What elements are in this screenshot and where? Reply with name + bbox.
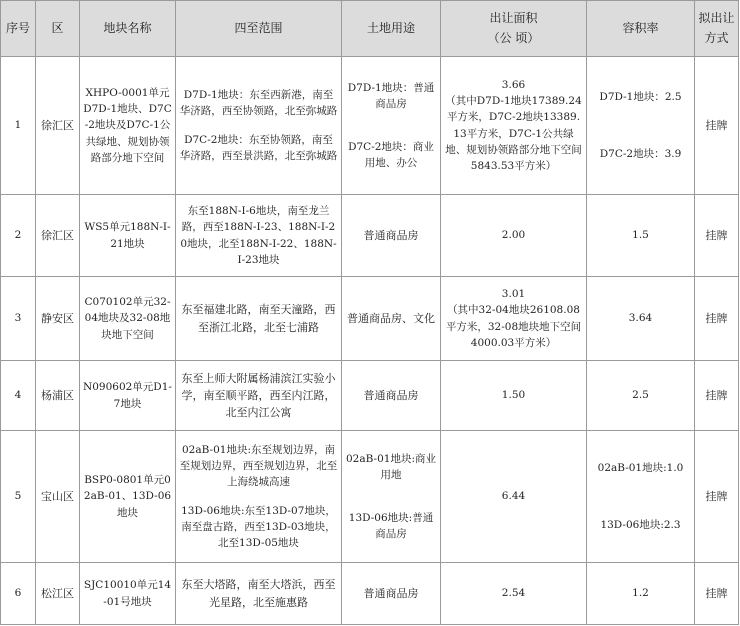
cell-area: 1.50: [441, 361, 587, 431]
cell-area: [441, 57, 587, 195]
boundaries-part-a: D7D-1地块：东至西新港，南至华济路，西至协领路，北至弥城路: [179, 88, 338, 118]
header-plot-name: 地块名称: [80, 1, 176, 57]
area-total: 3.66: [501, 78, 526, 91]
cell-land-use: 普通商品房、文化: [342, 277, 441, 361]
cell-land-use: [342, 57, 441, 195]
boundaries-part-b: D7C-2地块：东至协领路，南至华济路，西至景洪路，北至弥城路: [179, 133, 338, 162]
area-detail: （其中32-04地块26108.08平方米，32-08地块地下空间4000.03平方米）: [445, 304, 582, 349]
cell-method: 挂牌: [695, 361, 739, 431]
cell-boundaries: 东至大塔路，南至大塔浜，西至光星路，北至施惠路: [176, 563, 342, 625]
cell-method: 挂牌: [695, 431, 739, 563]
cell-method: 挂牌: [695, 195, 739, 277]
table-row: [1, 361, 739, 431]
table-row: [1, 431, 739, 563]
cell-land-use: 普通商品房: [342, 563, 441, 625]
cell-district: 徐汇区: [36, 195, 80, 277]
table-row: [1, 563, 739, 625]
cell-boundaries: [176, 431, 342, 563]
header-boundaries: 四至范围: [176, 1, 342, 57]
area-detail: （其中D7D-1地块17389.24平方米，D7C-2地块13389.13平方米，D7C-1公共绿地、规划协领路部分地下空间5843.53平方米）: [445, 94, 582, 173]
header-land-use: 土地用途: [342, 1, 441, 57]
land-use-part-b: D7C-2地块：商业用地、办公: [348, 140, 434, 169]
cell-land-use: 普通商品房: [342, 361, 441, 431]
cell-far: [587, 57, 695, 195]
cell-area: 2.54: [441, 563, 587, 625]
cell-seq: 3: [1, 277, 36, 361]
cell-district: 杨浦区: [36, 361, 80, 431]
header-area-title: 出让面积: [489, 11, 538, 26]
cell-method: 挂牌: [695, 57, 739, 195]
land-use-part-a: 02aB-01地块:商业用地: [346, 452, 436, 482]
area-total: 3.01: [501, 287, 526, 300]
cell-land-use: [342, 431, 441, 563]
land-use-part-a: D7D-1地块：普通商品房: [347, 81, 435, 111]
cell-boundaries: 东至188N-I-6地块，南至龙兰路，西至188N-I-23、188N-I-20地块，北至188N-I-22、188N-I-23地块: [176, 195, 342, 277]
header-row: [1, 1, 739, 57]
cell-plot-name: N090602单元D1-7地块: [80, 361, 176, 431]
land-use-part-b: 13D-06地块:普通商品房: [348, 511, 434, 540]
cell-far: 2.5: [587, 361, 695, 431]
cell-boundaries: [176, 57, 342, 195]
header-far: 容积率: [587, 1, 695, 57]
cell-seq: 2: [1, 195, 36, 277]
cell-plot-name: C070102单元32-04地块及32-08地块地下空间: [80, 277, 176, 361]
cell-far: 1.2: [587, 563, 695, 625]
cell-seq: 5: [1, 431, 36, 563]
far-part-b: 13D-06地块:2.3: [600, 518, 681, 531]
header-area-unit: （公 顷）: [487, 30, 540, 45]
cell-far: 1.5: [587, 195, 695, 277]
cell-seq: 4: [1, 361, 36, 431]
cell-seq: 6: [1, 563, 36, 625]
cell-district: 松江区: [36, 563, 80, 625]
header-area: [441, 1, 587, 57]
header-method: 拟出让方式: [695, 1, 739, 57]
cell-method: 挂牌: [695, 277, 739, 361]
header-seq: 序号: [1, 1, 36, 57]
cell-area: 2.00: [441, 195, 587, 277]
cell-far: [587, 431, 695, 563]
far-part-a: 02aB-01地块:1.0: [597, 462, 684, 475]
table-row: [1, 57, 739, 195]
cell-district: 静安区: [36, 277, 80, 361]
cell-area: 6.44: [441, 431, 587, 563]
cell-seq: 1: [1, 57, 36, 195]
table-row: [1, 195, 739, 277]
cell-land-use: 普通商品房: [342, 195, 441, 277]
table-row: [1, 277, 739, 361]
cell-district: 宝山区: [36, 431, 80, 563]
cell-plot-name: SJC10010单元14-01号地块: [80, 563, 176, 625]
cell-plot-name: XHPO-0001单元D7D-1地块、D7C-2地块及D7C-1公共绿地、规划协领路部分地下空间: [80, 57, 176, 195]
cell-method: 挂牌: [695, 563, 739, 625]
header-district: 区: [36, 1, 80, 57]
cell-area: [441, 277, 587, 361]
far-part-b: D7C-2地块：3.9: [599, 147, 682, 160]
cell-boundaries: 东至上师大附属杨浦滨江实验小学，南至顺平路，西至内江路，北至内江公寓: [176, 361, 342, 431]
cell-boundaries: 东至福建北路，南至天潼路，西至浙江北路，北至七浦路: [176, 277, 342, 361]
boundaries-part-a: 02aB-01地块:东至规划边界，南至规划边界，西至规划边界，北至上海绕城高速: [179, 443, 338, 489]
cell-plot-name: BSP0-0801单元02aB-01、13D-06地块: [80, 431, 176, 563]
far-part-a: D7D-1地块：2.5: [599, 91, 682, 104]
cell-plot-name: WS5单元188N-I-21地块: [80, 195, 176, 277]
cell-far: 3.64: [587, 277, 695, 361]
boundaries-part-b: 13D-06地块:东至13D-07地块，南至盘古路，西至13D-03地块，北至13D-05地块: [181, 504, 336, 550]
cell-district: 徐汇区: [36, 57, 80, 195]
